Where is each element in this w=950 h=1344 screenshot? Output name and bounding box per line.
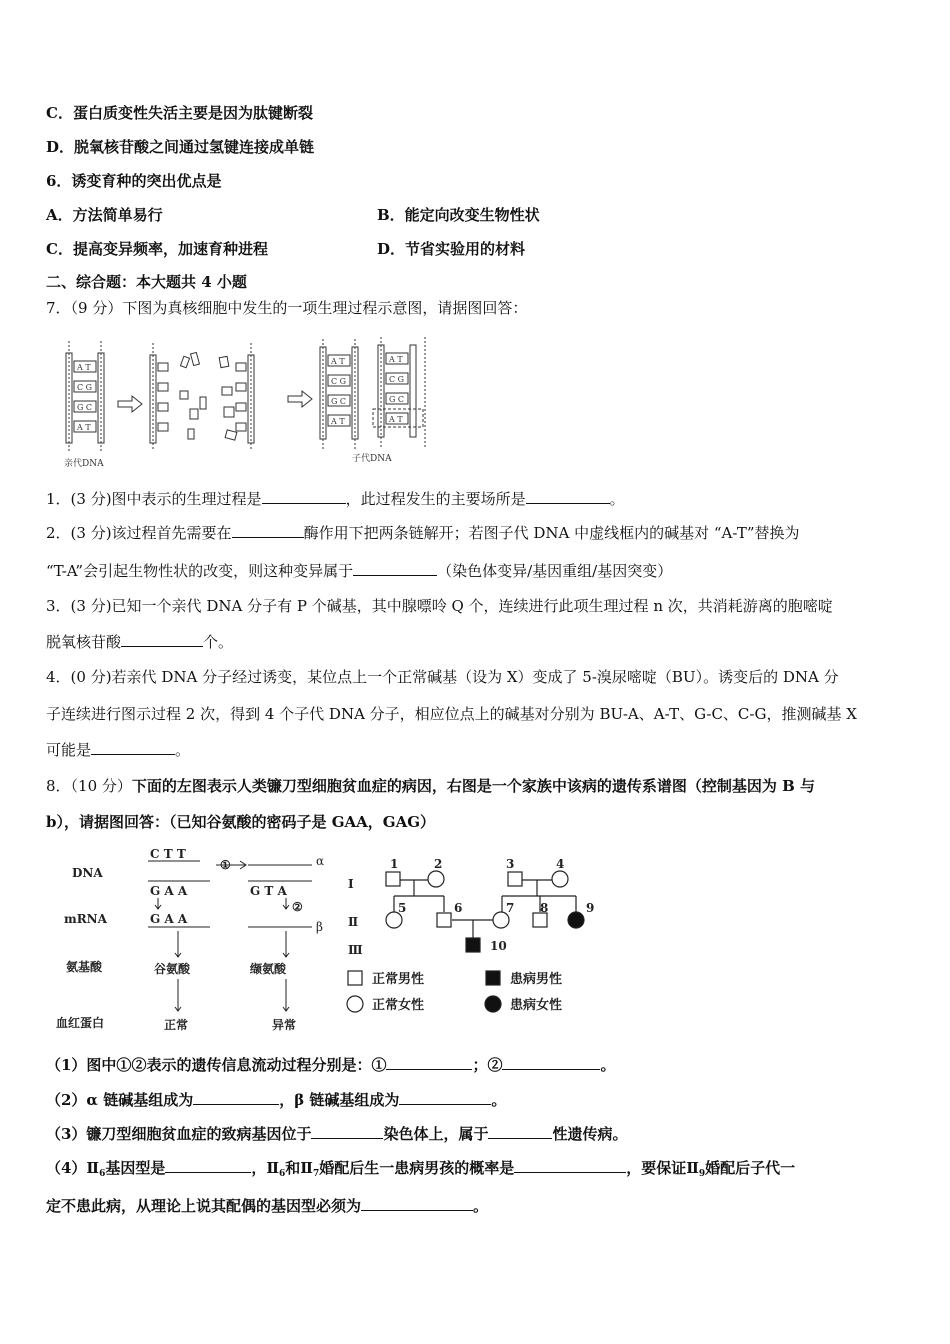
svg-text:①: ①: [220, 858, 231, 872]
q8-part1: （1）图中①②表示的遗传信息流动过程分别是：① ；② 。: [46, 1056, 616, 1074]
svg-text:患病男性: 患病男性: [510, 972, 563, 987]
svg-text:正常男性: 正常男性: [372, 972, 425, 987]
svg-text:缬氨酸: 缬氨酸: [250, 962, 287, 976]
pedigree-chart: [340, 852, 620, 1024]
svg-text:Ⅲ: Ⅲ: [348, 943, 363, 957]
svg-text:G T A: G T A: [250, 884, 287, 898]
pedigree-II7: [493, 912, 509, 928]
legend-normal-male-icon: [348, 971, 362, 985]
q8-stem-line1: 8．（10 分）下面的左图表示人类镰刀型细胞贫血症的病因，右图是一个家族中该病的遗传系谱图（控制基因为 B 与: [46, 777, 816, 795]
svg-text:6: 6: [454, 901, 463, 915]
base-pair-label: A T: [77, 363, 91, 372]
base-pair-label: G C: [331, 397, 347, 406]
pedigree-I4: [552, 871, 568, 887]
q8-part4-line1: $(4)Ⅱ_6$基因型是 ，$Ⅱ_6$和$Ⅱ_7$婚配后生一患病男孩的概率是 ，要保证$Ⅱ_9$婚配后子代一: [46, 1159, 796, 1179]
base-pair-label: G C: [389, 395, 405, 404]
svg-text:5: 5: [398, 901, 407, 915]
svg-text:Ⅰ: Ⅰ: [348, 877, 354, 891]
pedigree-III10: [466, 938, 480, 952]
arrow-icon: [118, 396, 142, 412]
q7-sub4-line2: 子连续进行图示过程 2 次，得到 4 个子代 DNA 分子，相应位点上的碱基对分别为 BU-A、A-T、G-C、C-G，推测碱基 X: [46, 705, 857, 723]
base-pair-label: C G: [77, 383, 93, 392]
svg-text:2: 2: [434, 857, 443, 871]
svg-text:患病女性: 患病女性: [510, 998, 563, 1013]
dna-replication-figure: [60, 333, 440, 473]
pedigree-II6: [437, 913, 451, 927]
base-pair-label: C G: [389, 375, 405, 384]
base-pair-label: C G: [331, 377, 347, 386]
pedigree-I3: [508, 872, 522, 886]
q6-option-d: D．节省实验用的材料: [377, 240, 526, 258]
q8-stem-line2: b），请据图回答：（已知谷氨酸的密码子是 GAA，GAG）: [46, 813, 436, 831]
base-pair-label: A T: [77, 423, 91, 432]
q7-stem: 7．（9 分）下图为真核细胞中发生的一项生理过程示意图，请据图回答：: [46, 299, 528, 317]
svg-text:β: β: [316, 920, 323, 934]
q7-sub1: 1．(3 分)图中表示的生理过程是 ，此过程发生的主要场所是 。: [46, 490, 625, 508]
svg-text:1: 1: [390, 857, 399, 871]
parent-dna-label: 亲代DNA: [64, 459, 104, 469]
svg-text:正常女性: 正常女性: [372, 998, 425, 1013]
base-pair-label: A T: [331, 417, 345, 426]
q5-option-c: C．蛋白质变性失活主要是因为肽键断裂: [46, 104, 313, 122]
svg-text:mRNA: mRNA: [64, 912, 107, 926]
base-pair-label: G C: [77, 403, 93, 412]
svg-text:7: 7: [506, 901, 515, 915]
q8-part3: （3）镰刀型细胞贫血症的致病基因位于 染色体上，属于 性遗传病。: [46, 1125, 628, 1143]
q7-sub2-line2: “T-A”会引起生物性状的改变，则这种变异属于 （染色体变异/基因重组/基因突变）: [46, 562, 673, 580]
svg-text:Ⅱ: Ⅱ: [348, 915, 359, 929]
svg-text:10: 10: [490, 939, 507, 953]
parent-dna: [66, 341, 104, 453]
pedigree-II5: [386, 912, 402, 928]
child-dna-label: 子代DNA: [352, 454, 392, 464]
sickle-cell-cause-figure: [50, 843, 340, 1038]
svg-text:DNA: DNA: [72, 866, 103, 880]
pedigree-I1: [386, 872, 400, 886]
svg-text:血红蛋白: 血红蛋白: [56, 1016, 105, 1030]
svg-text:9: 9: [586, 901, 595, 915]
svg-text:异常: 异常: [272, 1018, 297, 1032]
svg-text:8: 8: [540, 901, 549, 915]
pedigree-II9: [568, 912, 584, 928]
pedigree-II8: [533, 913, 547, 927]
q8-part4-line2: 定不患此病，从理论上说其配偶的基因型必须为 。: [46, 1197, 489, 1215]
base-pair-label: A T: [331, 357, 345, 366]
svg-text:α: α: [316, 854, 325, 868]
svg-text:G A A: G A A: [150, 912, 188, 926]
base-pair-label: A T: [389, 355, 403, 364]
q6-option-b: B．能定向改变生物性状: [377, 206, 540, 224]
svg-text:②: ②: [292, 900, 303, 914]
arrow-icon: [288, 391, 312, 407]
svg-text:G A A: G A A: [150, 884, 188, 898]
section-title: 二、综合题：本大题共 4 小题: [46, 273, 247, 291]
q7-sub3-line2: 脱氧核苷酸 个。: [46, 633, 234, 651]
q6-option-a: A．方法简单易行: [46, 206, 163, 224]
q6-stem: 6．诱变育种的突出优点是: [46, 172, 222, 190]
svg-text:氨基酸: 氨基酸: [66, 960, 103, 974]
legend-affected-female-icon: [485, 996, 501, 1012]
child-dna-1: [320, 339, 358, 449]
svg-text:正常: 正常: [164, 1018, 189, 1032]
svg-text:4: 4: [556, 857, 565, 871]
q7-sub3-line1: 3．(3 分)已知一个亲代 DNA 分子有 P 个碱基，其中腺嘌呤 Q 个，连续进行此项生理过程 n 次，共消耗游离的胞嘧啶: [46, 597, 833, 615]
svg-text:谷氨酸: 谷氨酸: [154, 962, 191, 976]
q8-part2: （2）α 链碱基组成为 ，β 链碱基组成为 。: [46, 1091, 507, 1109]
pedigree-I2: [428, 871, 444, 887]
child-dna-2: [373, 337, 425, 447]
q7-sub4-line1: 4．(0 分)若亲代 DNA 分子经过诱变，某位点上一个正常碱基（设为 X）变成了 5-溴尿嘧啶（BU）。诱变后的 DNA 分: [46, 668, 839, 686]
svg-text:3: 3: [506, 857, 515, 871]
q7-sub2-line1: 2．(3 分)该过程首先需要在 酶作用下把两条链解开；若图子代 DNA 中虚线框内的碱基对 “A-T”替换为: [46, 524, 800, 542]
base-pair-label: A T: [389, 415, 403, 424]
svg-text:C T T: C T T: [150, 847, 186, 861]
legend-normal-female-icon: [347, 996, 363, 1012]
q5-option-d: D．脱氧核苷酸之间通过氢键连接成单链: [46, 138, 315, 156]
q6-option-c: C．提高变异频率，加速育种进程: [46, 240, 268, 258]
q7-sub4-line3: 可能是 。: [46, 741, 191, 759]
legend-affected-male-icon: [486, 971, 500, 985]
unwinding-dna: [150, 343, 254, 451]
